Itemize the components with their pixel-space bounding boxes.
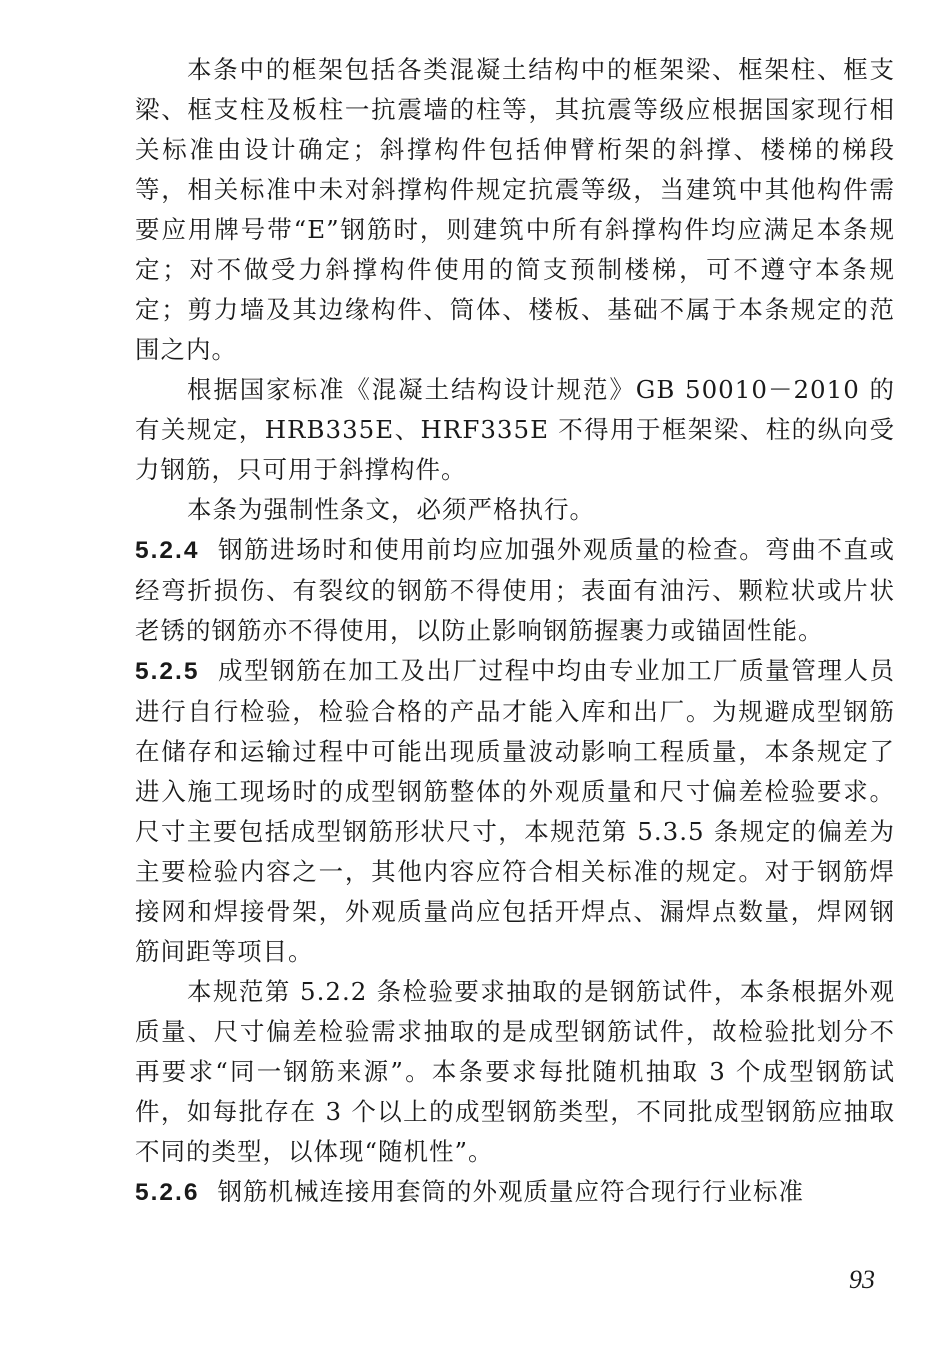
- paragraph-frame-definition: 本条中的框架包括各类混凝土结构中的框架梁、框架柱、框支梁、框支柱及板柱一抗震墙的柱等，其抗震等级应根据国家现行相关标准由设计确定；斜撑构件包括伸臂桁架的斜撑、楼梯的梯段等，相关标准中未对斜撑构件规定抗震等级，当建筑中其他构件需要应用牌号带“E”钢筋时，则建筑中所有斜撑构件均应满足本条规定；对不做受力斜撑构件使用的简支预制楼梯，可不遵守本条规定；剪力墙及其边缘构件、筒体、楼板、基础不属于本条规定的范围之内。: [135, 55, 895, 364]
- clause-5-2-6: [135, 1172, 895, 1213]
- clause-text: 钢筋进场时和使用前均应加强外观质量的检查。弯曲不直或经弯折损伤、有裂纹的钢筋不得使用；表面有油污、颗粒状或片状老锈的钢筋亦不得使用，以防止影响钢筋握裹力或锚固性能。: [135, 535, 895, 645]
- clause-text: 成型钢筋在加工及出厂过程中均由专业加工厂质量管理人员进行自行检验，检验合格的产品才能入库和出厂。为规避成型钢筋在储存和运输过程中可能出现质量波动影响工程质量，本条规定了进入施工现场时的成型钢筋整体的外观质量和尺寸偏差检验要求。尺寸主要包括成型钢筋形状尺寸，本规范第 5.3.5 条规定的偏差为主要检验内容之一，其他内容应符合相关标准的规定。对于钢筋焊接网和焊接骨架，外观质量尚应包括开焊点、漏焊点数量，焊网钢筋间距等项目。: [135, 656, 895, 966]
- document-body: [135, 50, 895, 1213]
- paragraph-sampling-requirement: 本规范第 5.2.2 条检验要求抽取的是钢筋试件，本条根据外观质量、尺寸偏差检验需求抽取的是成型钢筋试件，故检验批划分不再要求“同一钢筋来源”。本条要求每批随机抽取 3 个成型钢筋试件，如每批存在 3 个以上的成型钢筋类型，不同批成型钢筋应抽取不同的类型，以体现“随机性”。: [135, 977, 895, 1166]
- paragraph-national-standard: 根据国家标准《混凝土结构设计规范》GB 50010－2010 的有关规定，HRB335E、HRF335E 不得用于框架梁、柱的纵向受力钢筋，只可用于斜撑构件。: [135, 375, 895, 484]
- paragraph-mandatory-clause: 本条为强制性条文，必须严格执行。: [187, 495, 595, 524]
- page-number: 93: [849, 1265, 875, 1294]
- clause-number: 5.2.5: [135, 658, 200, 685]
- clause-text: 钢筋机械连接用套筒的外观质量应符合现行行业标准: [217, 1177, 804, 1206]
- clause-number: 5.2.6: [135, 1179, 200, 1206]
- clause-5-2-4: [135, 530, 895, 651]
- clause-number: 5.2.4: [135, 537, 200, 564]
- clause-5-2-5: [135, 651, 895, 972]
